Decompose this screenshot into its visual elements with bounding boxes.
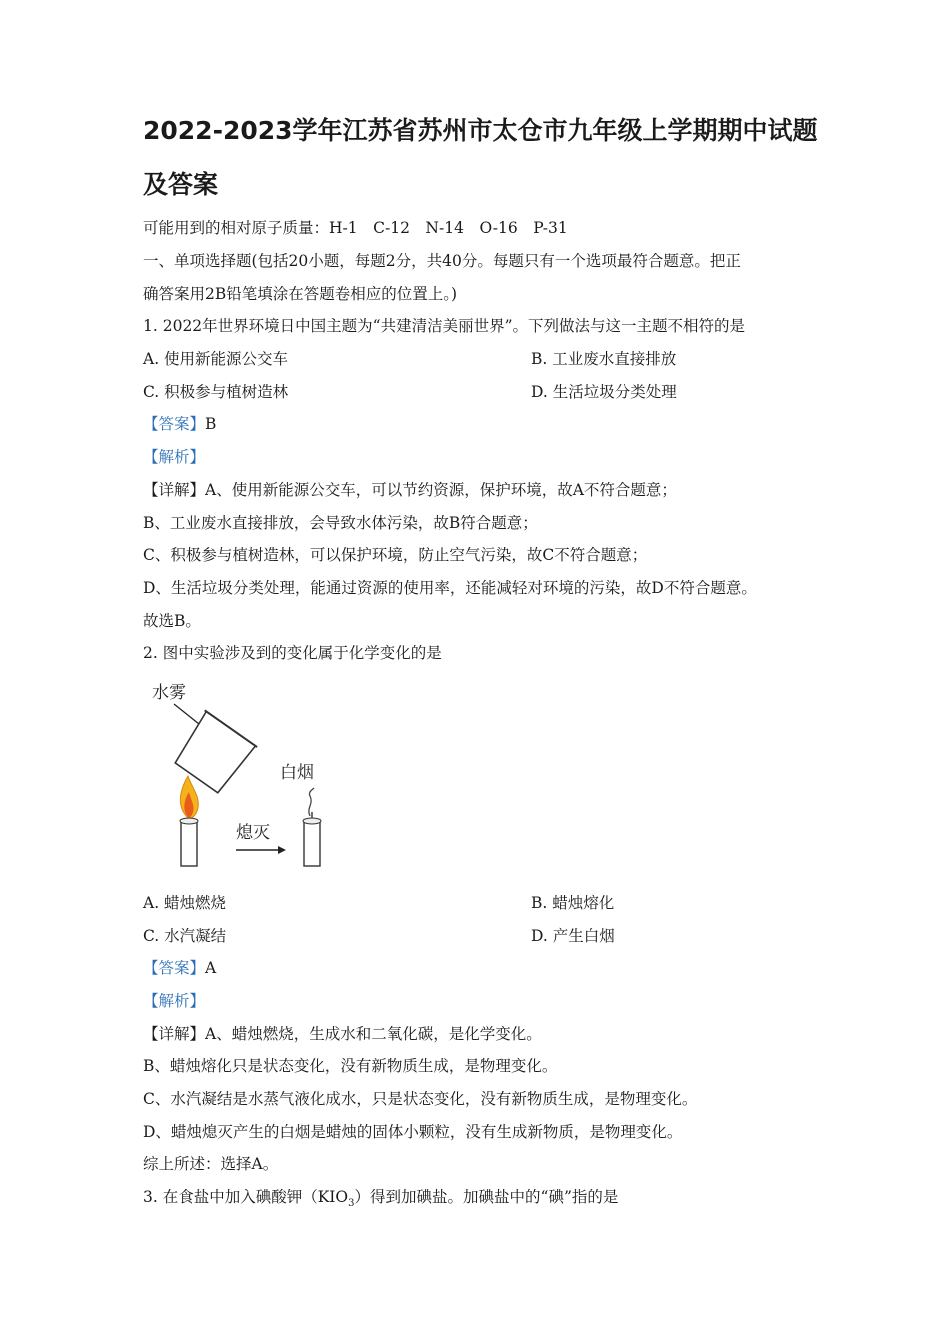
q1-answer — [143, 412, 216, 434]
atomic-mass-line: 可能用到的相对原子质量：H-1 C-12 N-14 O-16 P-31 — [143, 219, 568, 237]
q2-option-a: A. 蜡烛燃烧 — [143, 894, 227, 912]
q1-option-a: A. 使用新能源公交车 — [143, 350, 289, 368]
smoke-icon — [309, 788, 314, 816]
q2-detail-c: C、水汽凝结是水蒸气液化成水，只是状态变化，没有新物质生成，是物理变化。 — [143, 1090, 698, 1108]
q2-answer-value: A — [205, 959, 217, 977]
fig-label-extinguish: 熄灭 — [236, 823, 270, 843]
q2-detail-a-text: A、蜡烛燃烧，生成水和二氧化碳，是化学变化。 — [205, 1025, 542, 1043]
q1-detail-a-text: A、使用新能源公交车，可以节约资源，保护环境，故A不符合题意； — [205, 481, 677, 499]
q2-stem: 2. 图中实验涉及到的变化属于化学变化的是 — [143, 644, 442, 662]
beaker-icon — [170, 710, 257, 796]
q1-stem: 1. 2022年世界环境日中国主题为“共建清洁美丽世界”。下列做法与这一主题不相符的是 — [143, 317, 746, 335]
detail-tag: 【详解】 — [143, 481, 206, 499]
q1-detail-b: B、工业废水直接排放，会导致水体污染，故B符合题意； — [143, 514, 538, 532]
q1-option-b: B. 工业废水直接排放 — [531, 350, 677, 368]
q2-conclusion: 综上所述：选择A。 — [143, 1155, 279, 1173]
q2-analysis-tag: 【解析】 — [143, 992, 206, 1010]
q1-option-c: C. 积极参与植树造林 — [143, 383, 289, 401]
q2-answer — [143, 956, 216, 978]
section-instructions-1: 一、单项选择题(包括20小题，每题2分，共40分。每题只有一个选项最符合题意。把正 — [143, 252, 741, 270]
q2-detail-d: D、蜡烛熄灭产生的白烟是蜡烛的固体小颗粒，没有生成新物质，是物理变化。 — [143, 1123, 683, 1141]
candle-left — [181, 820, 197, 866]
candle-experiment-figure — [148, 678, 338, 870]
q2-option-c: C. 水汽凝结 — [143, 927, 227, 945]
q3-stem — [143, 1185, 618, 1209]
q3-stem-post: ）得到加碘盐。加碘盐中的“碘”指的是 — [354, 1188, 619, 1206]
q2-option-b: B. 蜡烛熔化 — [531, 894, 615, 912]
candle-right — [304, 820, 320, 866]
q1-answer-value: B — [205, 415, 217, 433]
detail-tag: 【详解】 — [143, 1025, 206, 1043]
q2-option-d: D. 产生白烟 — [531, 927, 615, 945]
q1-detail-a — [143, 478, 677, 500]
q1-analysis-tag: 【解析】 — [143, 448, 206, 466]
q2-detail-a — [143, 1022, 542, 1044]
answer-tag: 【答案】 — [143, 959, 206, 977]
section-instructions-2: 确答案用2B铅笔填涂在答题卷相应的位置上。) — [143, 285, 458, 303]
q1-detail-c: C、积极参与植树造林，可以保护环境，防止空气污染，故C不符合题意； — [143, 546, 648, 564]
page-title: 2022-2023学年江苏省苏州市太仓市九年级上学期期中试题及答案 — [143, 116, 818, 199]
q2-detail-b: B、蜡烛熔化只是状态变化，没有新物质生成，是物理变化。 — [143, 1057, 558, 1075]
q3-stem-pre: 3. 在食盐中加入碘酸钾（KIO — [143, 1188, 349, 1206]
q1-detail-d: D、生活垃圾分类处理，能通过资源的使用率，还能减轻对环境的污染，故D不符合题意。 — [143, 579, 757, 597]
fig-label-smoke: 白烟 — [280, 763, 314, 783]
q3-stem-sub: 3 — [348, 1198, 355, 1210]
answer-tag: 【答案】 — [143, 415, 206, 433]
flame-icon — [180, 776, 198, 818]
q1-conclusion: 故选B。 — [143, 612, 201, 630]
fig-label-mist: 水雾 — [152, 683, 186, 703]
q1-option-d: D. 生活垃圾分类处理 — [531, 383, 677, 401]
